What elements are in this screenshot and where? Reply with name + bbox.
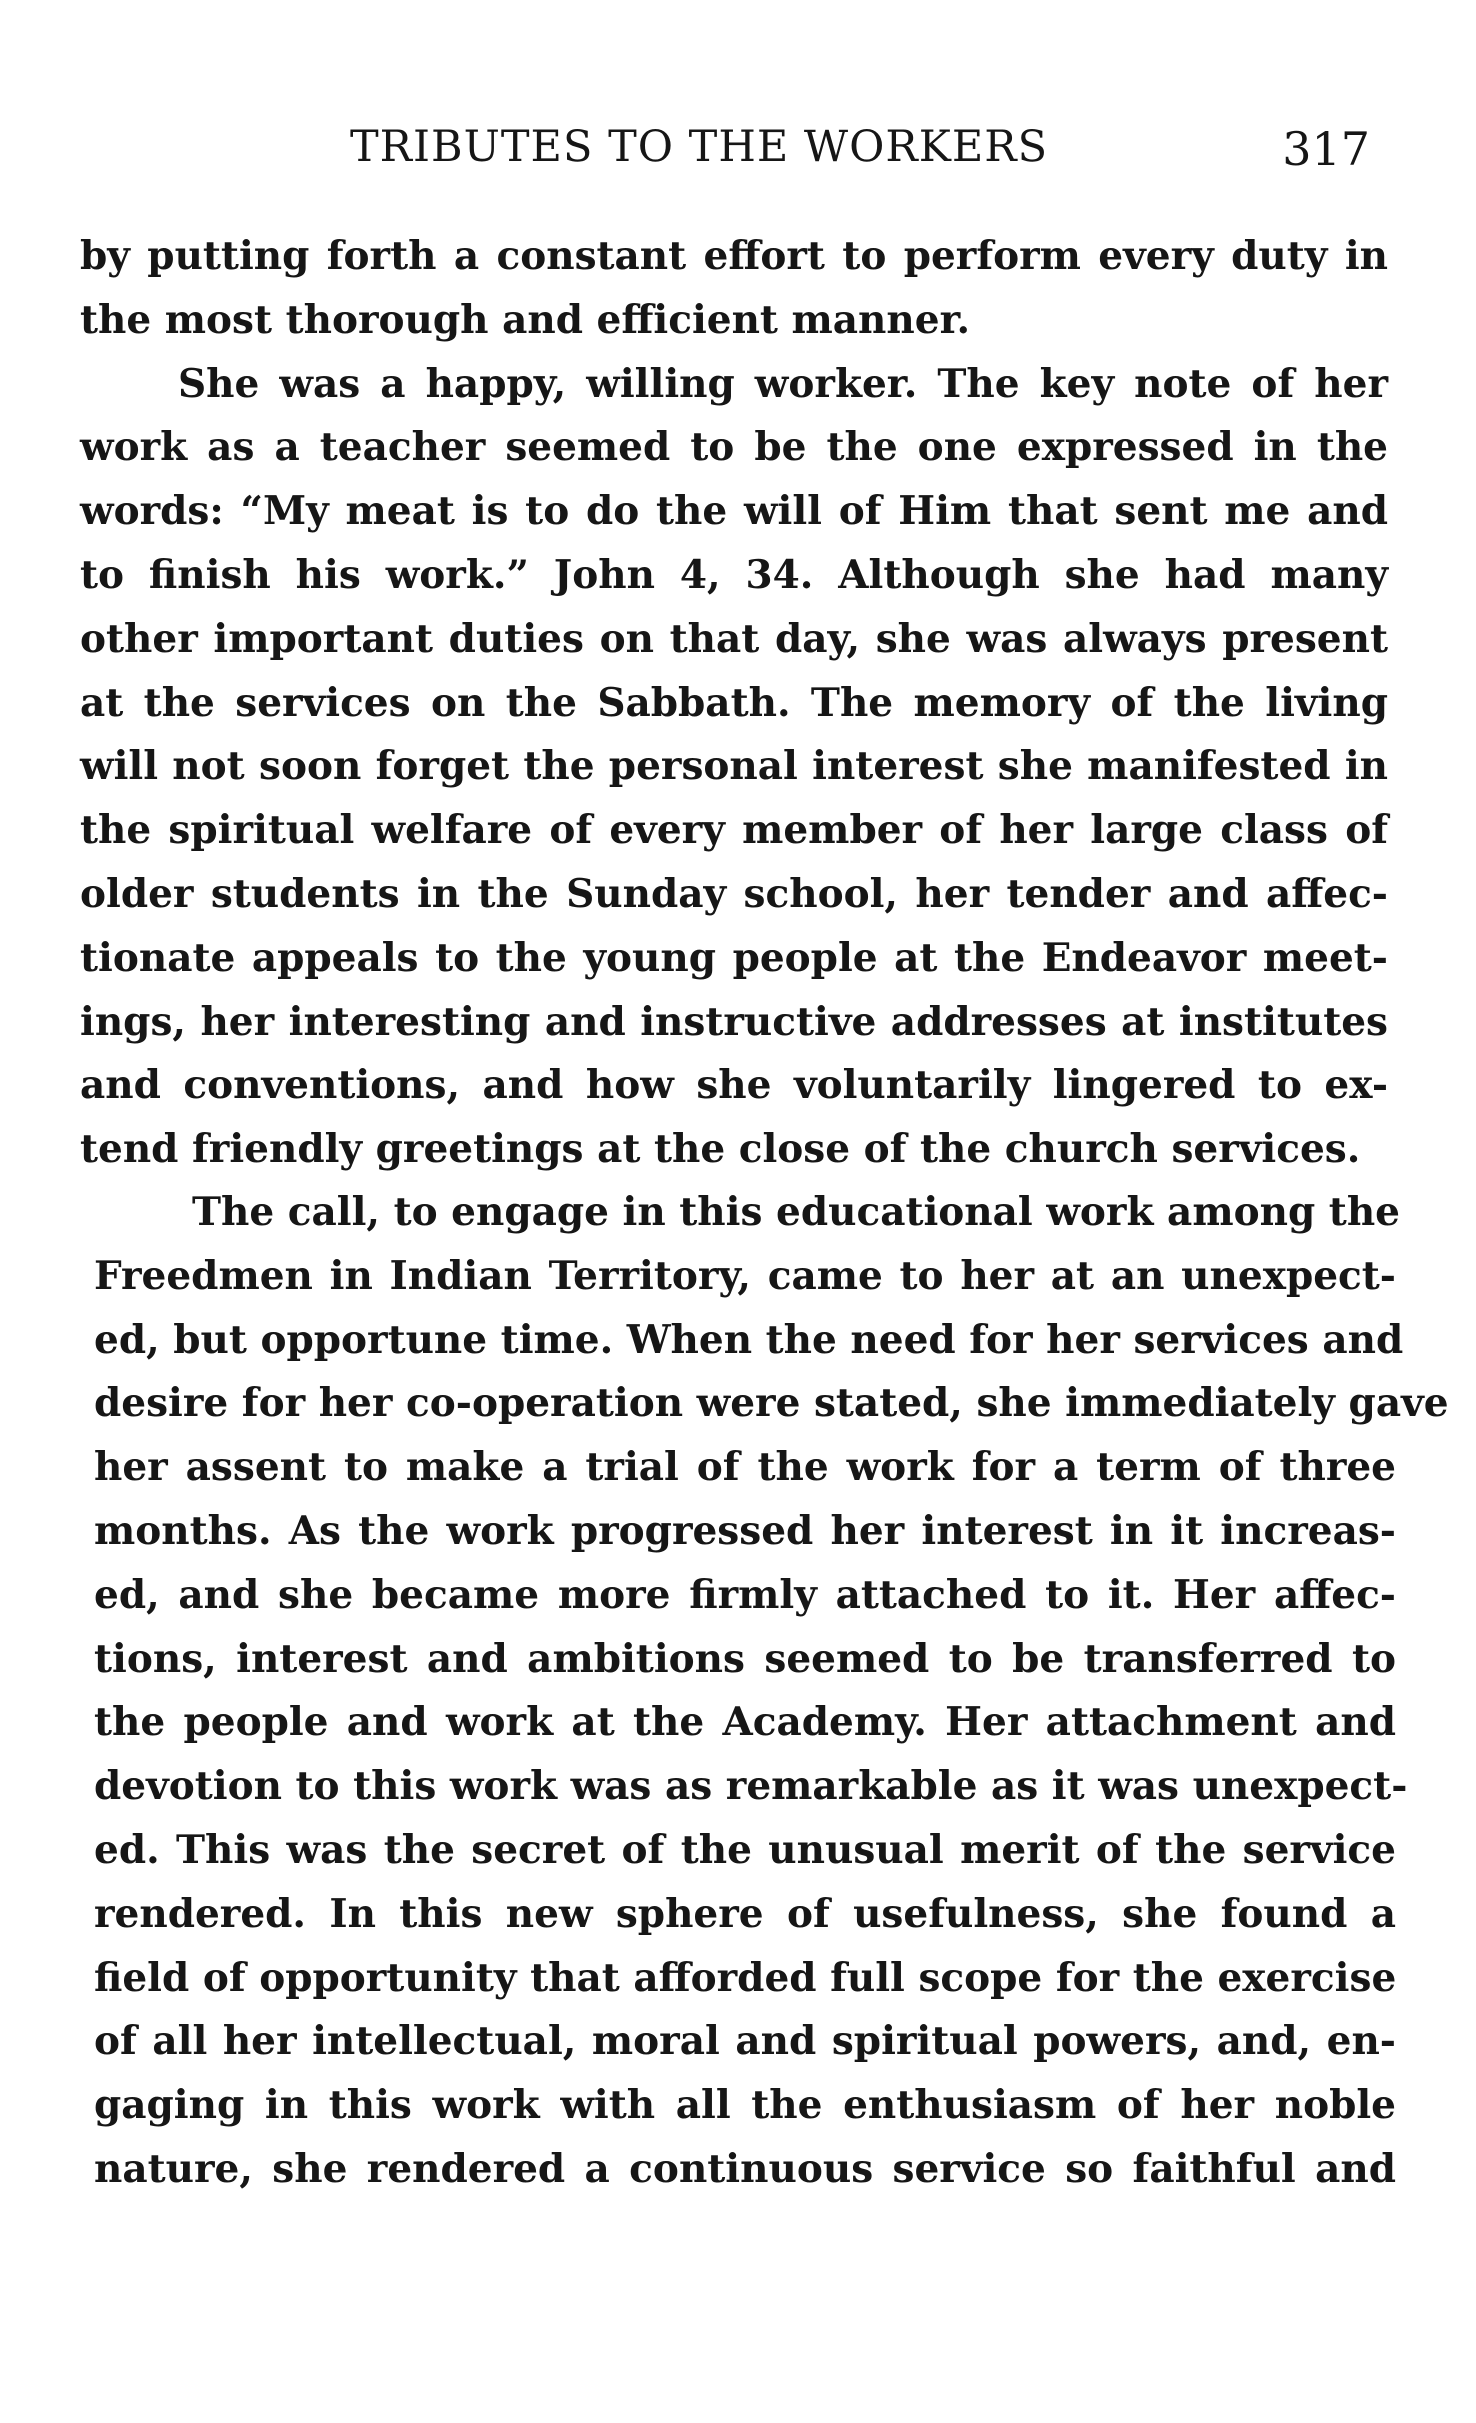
- text-line: tend friendly greetings at the close of the church services.: [80, 1126, 1361, 1173]
- text-line: the most thorough and efficient manner.: [80, 296, 971, 343]
- text-line: words: “My meat is to do the will of Him that sent me and: [80, 488, 1388, 535]
- text-line: the spiritual welfare of every member of her large class of: [80, 807, 1388, 854]
- text-line: desire for her co-operation were stated, she immediately gave: [94, 1380, 1449, 1427]
- text-line: She was a happy, willing worker. The key note of her: [178, 360, 1388, 407]
- text-line: ed, but opportune time. When the need for her services and: [94, 1316, 1404, 1363]
- text-line: Freedmen in Indian Territory, came to her at an unexpect-: [94, 1252, 1396, 1299]
- running-title: TRIBUTES TO THE WORKERS: [350, 122, 1049, 172]
- text-line: her assent to make a trial of the work for a term of three: [94, 1444, 1396, 1491]
- text-line: and conventions, and how she voluntarily lingered to ex-: [80, 1062, 1388, 1109]
- page-header: [350, 122, 1370, 192]
- text-line: rendered. In this new sphere of usefulness, she found a: [94, 1890, 1396, 1937]
- text-line: ed, and she became more firmly attached to it. Her affec-: [94, 1571, 1396, 1618]
- text-line: The call, to engage in this educational work among the: [192, 1189, 1400, 1235]
- text-line: at the services on the Sabbath. The memory of the living: [80, 679, 1388, 726]
- text-line: by putting forth a constant effort to perform every duty in: [80, 233, 1388, 279]
- text-block-lower: [94, 1181, 1449, 2202]
- text-line: ed. This was the secret of the unusual merit of the service: [94, 1826, 1396, 1873]
- text-line: to finish his work.” John 4, 34. Although she had many: [80, 551, 1388, 598]
- text-line: tions, interest and ambitions seemed to be transferred to: [94, 1635, 1396, 1682]
- text-line: tionate appeals to the young people at the Endeavor meet-: [80, 934, 1388, 981]
- text-block-upper: [80, 225, 1388, 1182]
- text-line: devotion to this work was as remarkable as it was unexpect-: [94, 1763, 1408, 1810]
- text-line: gaging in this work with all the enthusiasm of her noble: [94, 2082, 1396, 2129]
- page-number: 317: [1282, 122, 1370, 176]
- text-line: other important duties on that day, she was always present: [80, 615, 1388, 662]
- text-line: the people and work at the Academy. Her attachment and: [94, 1699, 1396, 1746]
- text-line: of all her intellectual, moral and spiritual powers, and, en-: [94, 2018, 1396, 2065]
- text-line: older students in the Sunday school, her tender and affec-: [80, 870, 1388, 917]
- text-line: ings, her interesting and instructive addresses at institutes: [80, 998, 1388, 1045]
- text-line: nature, she rendered a continuous service so faithful and: [94, 2145, 1396, 2192]
- text-line: will not soon forget the personal interest she manifested in: [80, 743, 1388, 790]
- text-line: work as a teacher seemed to be the one expressed in the: [80, 424, 1388, 471]
- text-line: months. As the work progressed her interest in it increas-: [94, 1507, 1396, 1554]
- text-line: field of opportunity that afforded full scope for the exercise: [94, 1954, 1397, 2001]
